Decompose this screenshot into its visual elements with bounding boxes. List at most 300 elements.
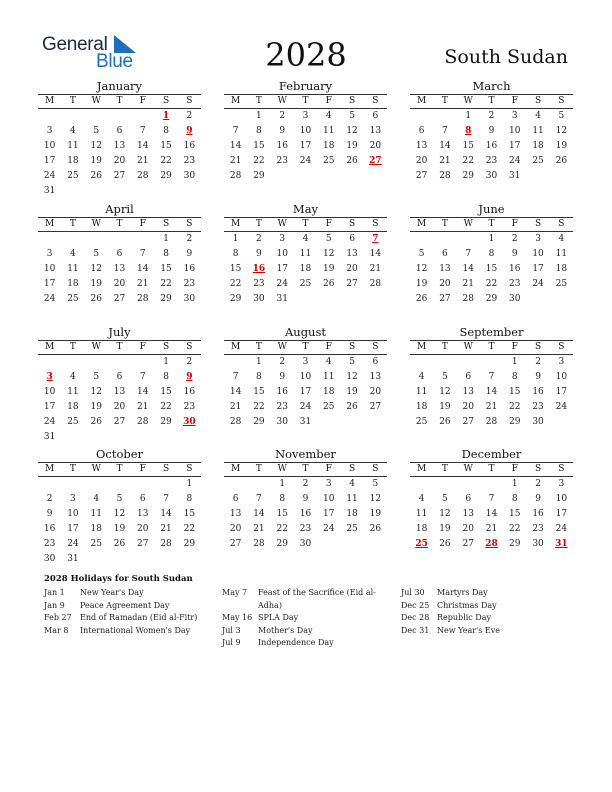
month-name: May	[292, 202, 319, 216]
weekday-label: T	[488, 464, 495, 474]
day-cell: 23	[276, 402, 288, 412]
day-cell: 30	[183, 171, 196, 181]
day-cell: 26	[90, 294, 102, 304]
day-cell: 27	[229, 539, 242, 549]
day-cell: 9	[302, 494, 309, 504]
day-cell: 12	[346, 126, 358, 136]
day-cell: 8	[511, 372, 518, 382]
day-cell: 18	[555, 264, 568, 274]
day-cell: 22	[160, 156, 172, 166]
day-cell: 7	[139, 126, 146, 136]
weekday-label: F	[511, 464, 518, 474]
day-cell: 8	[186, 494, 193, 504]
day-cell: 16	[276, 141, 288, 151]
day-cell: 3	[279, 234, 286, 244]
empty-day-cell	[38, 477, 61, 492]
day-cell: 13	[462, 387, 474, 397]
weekday-label: F	[325, 464, 332, 474]
day-cell: 25	[90, 539, 102, 549]
weekday-label: S	[186, 342, 193, 352]
day-cell: 20	[439, 279, 451, 289]
month-name: October	[95, 447, 144, 461]
day-cell: 3	[558, 357, 565, 367]
day-cell: 12	[439, 509, 451, 519]
weekday-label: F	[511, 219, 518, 229]
day-cell: 15	[276, 509, 288, 519]
day-cell: 13	[369, 126, 382, 136]
day-cell: 11	[532, 126, 544, 136]
day-cell: 5	[116, 494, 123, 504]
holiday-date	[222, 600, 258, 613]
day-cell: 7	[232, 372, 239, 382]
day-cell: 2	[535, 479, 541, 489]
weekday-label: W	[277, 96, 287, 106]
day-cell: 26	[90, 171, 102, 181]
weekday-label: T	[441, 342, 448, 352]
day-cell: 14	[439, 141, 451, 151]
holiday-item	[222, 637, 397, 650]
month-name: July	[108, 325, 131, 339]
day-cell: 29	[160, 171, 172, 181]
day-cell: 26	[323, 279, 335, 289]
empty-day-cell	[154, 477, 177, 492]
day-cell: 10	[509, 126, 521, 136]
day-cell: 11	[90, 509, 102, 519]
day-grid	[224, 477, 387, 552]
day-cell: 27	[369, 402, 382, 412]
day-cell: 16	[299, 509, 312, 519]
holiday-date: Dec 28	[401, 613, 430, 623]
weekday-label: S	[162, 96, 170, 106]
weekday-label: F	[139, 219, 146, 229]
day-cell: 22	[229, 279, 242, 289]
weekday-label: S	[162, 342, 170, 352]
day-cell: 20	[462, 524, 474, 534]
day-cell: 13	[369, 372, 382, 382]
day-cell: 19	[415, 279, 428, 289]
day-cell: 31	[276, 294, 288, 304]
holiday-date: Jul 30	[401, 588, 425, 597]
weekday-label: W	[277, 219, 287, 229]
holiday-name: Independence Day	[258, 638, 334, 648]
day-cell: 9	[46, 509, 53, 519]
day-cell: 1	[511, 357, 518, 367]
day-cell: 6	[116, 126, 123, 136]
weekday-label: T	[116, 342, 123, 352]
day-cell: 5	[558, 111, 565, 121]
day-cell: 11	[415, 509, 428, 519]
holiday-item	[44, 600, 219, 613]
day-cell: 26	[90, 417, 102, 427]
day-cell: 26	[113, 539, 126, 549]
day-cell: 27	[439, 294, 451, 304]
day-cell: 21	[137, 279, 149, 289]
day-cell: 14	[137, 141, 149, 151]
day-cell: 13	[439, 264, 451, 274]
holiday-name: Adha)	[258, 600, 282, 610]
weekday-label: T	[69, 96, 76, 106]
empty-day-cell	[108, 232, 131, 247]
day-cell: 3	[70, 494, 76, 504]
day-cell: 1	[279, 479, 286, 489]
weekday-label: S	[186, 219, 193, 229]
day-cell: 17	[532, 264, 544, 274]
day-cell: 23	[509, 279, 521, 289]
weekday-label: W	[91, 96, 101, 106]
empty-day-cell	[38, 109, 61, 124]
day-cell: 21	[439, 156, 451, 166]
day-cell: 20	[229, 524, 242, 534]
day-grid	[224, 109, 387, 184]
day-cell: 5	[93, 126, 100, 136]
month-may	[224, 202, 387, 307]
day-cell: 3	[558, 479, 565, 489]
day-grid	[38, 232, 201, 307]
day-cell: 24	[276, 279, 288, 289]
day-cell: 20	[369, 387, 382, 397]
day-grid	[224, 355, 387, 430]
day-cell: 18	[532, 141, 544, 151]
day-cell: 31	[43, 432, 56, 442]
holiday-day-cell: 31	[555, 539, 568, 549]
day-cell: 7	[163, 494, 169, 504]
day-cell: 21	[369, 264, 382, 274]
day-cell: 16	[183, 141, 196, 151]
month-september	[410, 325, 573, 430]
holiday-date: Jul 3	[222, 625, 241, 635]
day-cell: 30	[299, 539, 312, 549]
holiday-date: Jan 9	[44, 600, 65, 610]
weekday-label: W	[463, 96, 473, 106]
holiday-date: Jul 9	[222, 638, 241, 648]
empty-day-cell	[480, 477, 503, 492]
weekday-label: T	[302, 219, 309, 229]
day-cell: 30	[532, 417, 544, 427]
day-cell: 31	[67, 554, 79, 564]
holiday-name: New Year's Day	[80, 588, 144, 597]
day-cell: 15	[160, 264, 172, 274]
day-cell: 28	[160, 539, 172, 549]
day-cell: 27	[346, 279, 358, 289]
day-cell: 28	[229, 417, 242, 427]
day-cell: 3	[302, 357, 309, 367]
day-grid	[410, 477, 573, 552]
weekday-header	[410, 94, 573, 109]
day-cell: 12	[346, 372, 358, 382]
day-cell: 21	[160, 524, 172, 534]
month-november	[224, 447, 387, 552]
day-cell: 12	[369, 494, 382, 504]
day-cell: 15	[160, 141, 172, 151]
month-name: December	[461, 447, 522, 461]
day-cell: 29	[462, 171, 474, 181]
empty-day-cell	[224, 477, 247, 492]
day-cell: 5	[442, 372, 448, 382]
day-cell: 18	[323, 387, 335, 397]
empty-day-cell	[85, 355, 108, 370]
day-cell: 13	[462, 509, 474, 519]
day-cell: 30	[485, 171, 498, 181]
weekday-label: S	[348, 464, 356, 474]
day-cell: 29	[183, 539, 196, 549]
day-cell: 18	[67, 156, 79, 166]
day-cell: 1	[186, 479, 193, 489]
day-cell: 19	[439, 524, 451, 534]
day-cell: 2	[302, 479, 309, 489]
month-name: June	[478, 202, 505, 216]
day-cell: 29	[253, 417, 265, 427]
day-cell: 23	[183, 279, 196, 289]
weekday-label: T	[302, 342, 309, 352]
empty-day-cell	[131, 355, 154, 370]
day-cell: 14	[369, 249, 382, 259]
holiday-day-cell: 1	[162, 111, 170, 121]
day-cell: 28	[137, 417, 149, 427]
day-cell: 28	[439, 171, 451, 181]
weekday-label: T	[302, 464, 309, 474]
day-cell: 24	[67, 539, 79, 549]
day-cell: 2	[186, 111, 193, 121]
empty-day-cell	[131, 109, 154, 124]
day-cell: 10	[276, 249, 288, 259]
holiday-day-cell: 9	[186, 372, 193, 382]
day-cell: 15	[462, 141, 474, 151]
day-cell: 22	[509, 524, 521, 534]
day-cell: 10	[43, 387, 56, 397]
day-cell: 27	[462, 417, 474, 427]
empty-day-cell	[433, 109, 456, 124]
day-cell: 25	[323, 402, 335, 412]
holiday-date: Dec 31	[401, 625, 430, 635]
day-cell: 15	[160, 387, 172, 397]
day-cell: 17	[299, 141, 312, 151]
day-cell: 12	[113, 509, 126, 519]
day-cell: 10	[555, 494, 568, 504]
day-cell: 6	[116, 249, 123, 259]
day-cell: 24	[509, 156, 521, 166]
day-grid	[38, 477, 201, 567]
day-cell: 20	[113, 402, 126, 412]
day-cell: 23	[183, 402, 196, 412]
weekday-label: F	[325, 96, 332, 106]
day-cell: 18	[415, 524, 428, 534]
holiday-date: Mar 8	[44, 625, 69, 635]
weekday-label: T	[441, 219, 448, 229]
weekday-label: T	[441, 96, 448, 106]
day-cell: 2	[535, 357, 541, 367]
day-grid	[224, 232, 387, 307]
day-cell: 5	[349, 111, 355, 121]
holiday-date: May 7	[222, 588, 248, 597]
empty-day-cell	[38, 232, 61, 247]
weekday-label: S	[162, 464, 170, 474]
day-cell: 29	[253, 171, 265, 181]
weekday-label: T	[69, 342, 76, 352]
day-cell: 14	[462, 264, 474, 274]
day-cell: 29	[509, 417, 521, 427]
empty-day-cell	[108, 109, 131, 124]
day-cell: 2	[46, 494, 53, 504]
day-cell: 8	[256, 372, 262, 382]
weekday-label: T	[116, 219, 123, 229]
logo-blue-text: Blue	[96, 51, 133, 72]
day-cell: 17	[43, 279, 56, 289]
day-cell: 8	[279, 494, 286, 504]
day-cell: 1	[163, 357, 169, 367]
weekday-label: S	[372, 219, 379, 229]
day-cell: 27	[137, 539, 149, 549]
weekday-label: T	[255, 342, 262, 352]
day-cell: 17	[43, 402, 56, 412]
day-cell: 19	[369, 509, 382, 519]
empty-day-cell	[61, 109, 84, 124]
weekday-label: T	[69, 464, 76, 474]
day-cell: 17	[299, 387, 312, 397]
day-cell: 28	[485, 417, 498, 427]
day-cell: 25	[415, 417, 428, 427]
day-cell: 1	[163, 234, 169, 244]
day-cell: 10	[323, 494, 335, 504]
weekday-label: S	[186, 96, 193, 106]
day-cell: 29	[160, 417, 172, 427]
day-cell: 13	[229, 509, 242, 519]
day-grid	[410, 355, 573, 430]
country-name: South Sudan	[444, 46, 568, 68]
day-cell: 23	[532, 524, 544, 534]
weekday-label: S	[348, 219, 356, 229]
day-cell: 10	[299, 126, 312, 136]
weekday-label: W	[277, 464, 287, 474]
weekday-label: M	[231, 342, 241, 352]
weekday-label: F	[511, 96, 518, 106]
holiday-date: Dec 25	[401, 600, 430, 610]
weekday-label: F	[511, 342, 518, 352]
day-cell: 20	[113, 279, 126, 289]
day-cell: 26	[346, 402, 358, 412]
day-cell: 4	[70, 372, 76, 382]
month-december	[410, 447, 573, 552]
day-cell: 9	[488, 126, 495, 136]
weekday-label: F	[139, 342, 146, 352]
day-cell: 17	[555, 387, 568, 397]
month-june	[410, 202, 573, 307]
day-cell: 28	[462, 294, 474, 304]
calendar-year: 2028	[265, 36, 347, 74]
weekday-label: W	[277, 342, 287, 352]
day-cell: 22	[253, 402, 265, 412]
day-cell: 28	[137, 171, 149, 181]
day-cell: 6	[465, 372, 472, 382]
day-cell: 21	[462, 279, 474, 289]
day-cell: 11	[67, 141, 79, 151]
empty-day-cell	[85, 477, 108, 492]
weekday-label: F	[139, 464, 146, 474]
day-cell: 11	[299, 249, 312, 259]
day-cell: 16	[276, 387, 288, 397]
day-cell: 16	[509, 264, 521, 274]
day-cell: 19	[346, 387, 358, 397]
day-cell: 22	[276, 524, 288, 534]
day-cell: 26	[439, 539, 451, 549]
day-cell: 25	[555, 279, 568, 289]
day-cell: 2	[488, 111, 495, 121]
day-cell: 12	[439, 387, 451, 397]
weekday-label: T	[255, 96, 262, 106]
day-cell: 17	[323, 509, 335, 519]
day-cell: 12	[415, 264, 428, 274]
weekday-label: F	[325, 219, 332, 229]
weekday-label: S	[558, 96, 565, 106]
weekday-header	[38, 217, 201, 232]
weekday-label: S	[558, 342, 565, 352]
day-cell: 22	[509, 402, 521, 412]
day-cell: 20	[369, 141, 382, 151]
day-cell: 16	[532, 509, 544, 519]
weekday-label: S	[534, 342, 542, 352]
day-cell: 6	[232, 494, 239, 504]
day-cell: 21	[137, 156, 149, 166]
day-cell: 18	[67, 402, 79, 412]
day-cell: 6	[372, 357, 379, 367]
day-cell: 26	[369, 524, 382, 534]
holiday-day-cell: 25	[415, 539, 428, 549]
day-cell: 13	[137, 509, 149, 519]
day-cell: 25	[67, 417, 79, 427]
day-cell: 3	[46, 249, 53, 259]
empty-day-cell	[61, 355, 84, 370]
empty-day-cell	[410, 232, 433, 247]
month-january	[38, 79, 201, 199]
day-cell: 15	[485, 264, 498, 274]
day-cell: 9	[279, 126, 286, 136]
day-cell: 30	[253, 294, 265, 304]
day-cell: 15	[509, 509, 521, 519]
holiday-day-cell: 8	[465, 126, 472, 136]
month-august	[224, 325, 387, 430]
day-cell: 13	[113, 387, 126, 397]
day-cell: 20	[137, 524, 149, 534]
weekday-label: F	[139, 96, 146, 106]
weekday-label: M	[417, 219, 427, 229]
weekday-header	[224, 217, 387, 232]
day-cell: 19	[113, 524, 126, 534]
day-cell: 14	[229, 387, 242, 397]
day-cell: 2	[186, 357, 193, 367]
day-cell: 19	[90, 279, 102, 289]
month-march	[410, 79, 573, 184]
weekday-label: F	[325, 342, 332, 352]
holiday-item	[222, 625, 397, 638]
weekday-header	[38, 94, 201, 109]
day-cell: 25	[323, 156, 335, 166]
weekday-label: S	[558, 464, 565, 474]
day-cell: 23	[253, 279, 265, 289]
weekday-label: T	[488, 96, 495, 106]
weekday-label: S	[348, 96, 356, 106]
day-cell: 9	[511, 249, 518, 259]
day-cell: 14	[253, 509, 265, 519]
day-cell: 23	[43, 539, 56, 549]
day-cell: 5	[325, 234, 332, 244]
holiday-day-cell: 16	[252, 264, 266, 274]
weekday-label: M	[45, 342, 55, 352]
day-cell: 14	[485, 387, 498, 397]
weekday-label: M	[417, 342, 427, 352]
day-cell: 17	[276, 264, 288, 274]
weekday-label: S	[186, 464, 193, 474]
holiday-name: Christmas Day	[437, 600, 497, 610]
day-cell: 24	[555, 402, 568, 412]
